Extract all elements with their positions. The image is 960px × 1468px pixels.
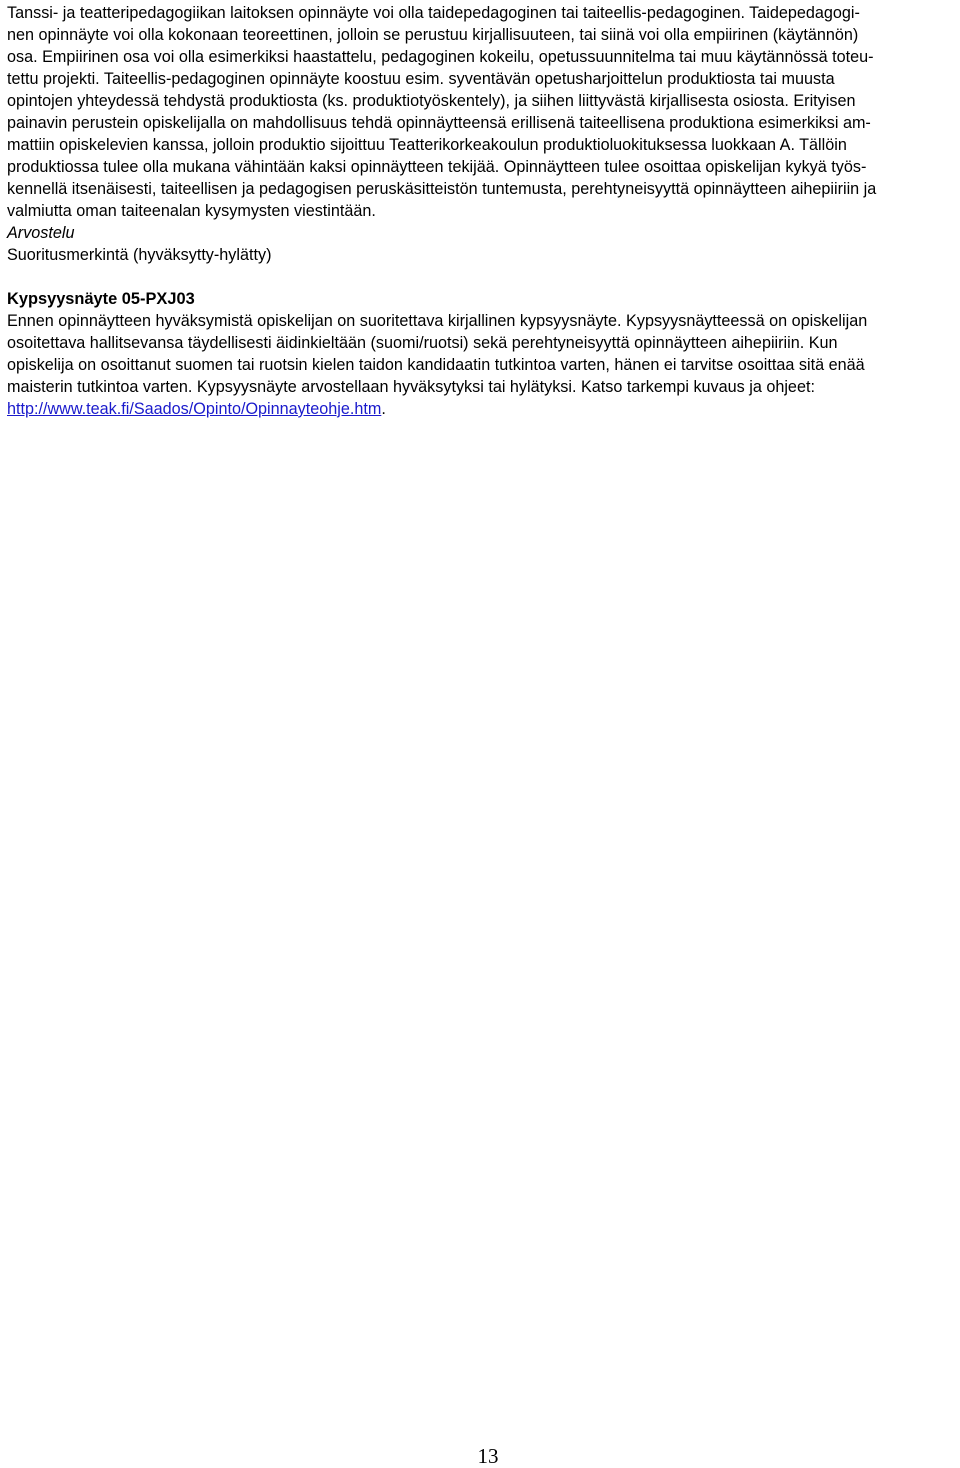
- document-body: [7, 2, 957, 420]
- section-spacer: [7, 266, 957, 288]
- intro-paragraph: [7, 2, 957, 222]
- text-line: opiskelija on osoittanut suomen tai ruotsin kielen taidon kandidaatin tutkintoa varten, hänen ei tarvitse osoittaa sitä enää: [7, 356, 865, 374]
- maturity-test-paragraph: [7, 310, 957, 420]
- text-line: opintojen yhteydessä tehdystä produktiosta (ks. produktiotyöskentely), ja siihen liittyvästä kirjallisesta osiosta. Erityisen: [7, 92, 856, 110]
- link-trailing-period: .: [381, 400, 386, 418]
- section-heading: Kypsyysnäyte 05-PXJ03: [7, 290, 195, 308]
- text-line: Tanssi- ja teatteripedagogiikan laitoksen opinnäyte voi olla taidepedagoginen tai taiteellis-pedagoginen. Taidepedagogi-: [7, 4, 860, 22]
- text-line: valmiutta oman taiteenalan kysymysten viestintään.: [7, 202, 376, 220]
- text-line: painavin perustein opiskelijalla on mahdollisuus tehdä opinnäytteensä erillisenä taiteellisena produktiona esimerkiksi am-: [7, 114, 871, 132]
- text-line: mattiin opiskelevien kanssa, jolloin produktio sijoittuu Teatterikorkeakoulun produktioluokituksessa luokkaan A. Tällöin: [7, 136, 847, 154]
- assessment-value: Suoritusmerkintä (hyväksytty-hylätty): [7, 246, 272, 264]
- instructions-link[interactable]: http://www.teak.fi/Saados/Opinto/Opinnayteohje.htm: [7, 400, 382, 418]
- link-line: [7, 398, 957, 420]
- text-line: kennellä itsenäisesti, taiteellisen ja pedagogisen peruskäsitteistön tuntemusta, perehtyneisyyttä opinnäytteen aihepiiriin ja: [7, 180, 877, 198]
- text-line: maisterin tutkintoa varten. Kypsyysnäyte arvostellaan hyväksytyksi tai hylätyksi. Katso tarkempi kuvaus ja ohjeet:: [7, 378, 815, 396]
- text-line: produktiossa tulee olla mukana vähintään kaksi opinnäytteen tekijää. Opinnäytteen tulee osoittaa opiskelijan kykyä työs-: [7, 158, 867, 176]
- text-line: osoitettava hallitsevansa täydellisesti äidinkieltään (suomi/ruotsi) sekä perehtyneisyyttä opinnäytteen aihepiiriin. Kun: [7, 334, 838, 352]
- text-line: nen opinnäyte voi olla kokonaan teoreettinen, jolloin se perustuu kirjallisuuteen, tai siinä voi olla empiirinen (käytännön): [7, 26, 859, 44]
- assessment-label: Arvostelu: [7, 224, 75, 242]
- text-line: tettu projekti. Taiteellis-pedagoginen opinnäyte koostuu esim. syventävän opetusharjoittelun produktiosta tai muusta: [7, 70, 835, 88]
- text-line: osa. Empiirinen osa voi olla esimerkiksi haastattelu, pedagoginen kokeilu, opetussuunnitelma tai muu käytännössä toteu-: [7, 48, 874, 66]
- text-line: Ennen opinnäytteen hyväksymistä opiskelijan on suoritettava kirjallinen kypsyysnäyte. Kypsyysnäytteessä on opiskelijan: [7, 312, 868, 330]
- page-number: 13: [477, 1444, 499, 1468]
